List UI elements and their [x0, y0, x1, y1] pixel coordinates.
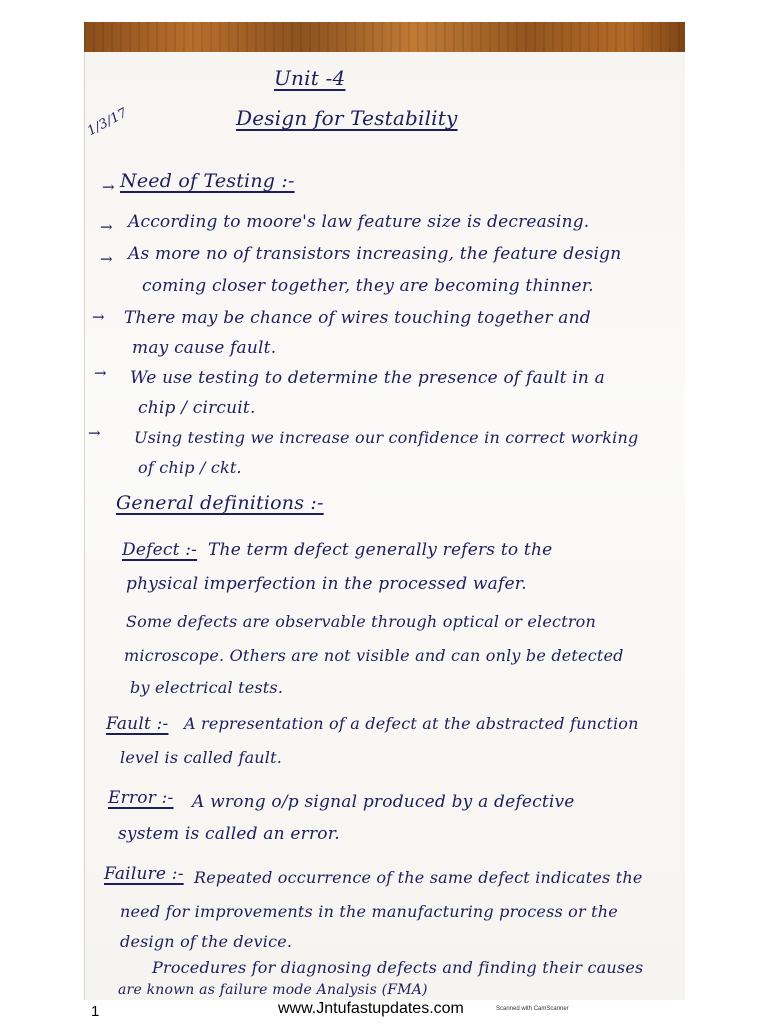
- term-error: Error :-: [108, 788, 174, 808]
- page-title: Design for Testability: [236, 106, 458, 130]
- need-line-6: We use testing to determine the presence of fault in a: [130, 368, 605, 388]
- section-heading-general-definitions: General definitions :-: [116, 492, 324, 514]
- defect-line-2: physical imperfection in the processed wafer.: [126, 574, 527, 594]
- defect-line-1: The term defect generally refers to the: [208, 540, 553, 560]
- term-failure: Failure :-: [104, 864, 184, 884]
- need-line-9: of chip / ckt.: [138, 458, 242, 477]
- term-defect: Defect :-: [122, 540, 198, 560]
- notebook-page: [84, 52, 685, 1000]
- failure-line-1: Repeated occurrence of the same defect indicates the: [194, 868, 643, 887]
- need-line-3: coming closer together, they are becoming thinner.: [142, 276, 594, 296]
- defect-line-3: Some defects are observable through optical or electron: [126, 612, 597, 631]
- wooden-table-edge: [84, 22, 685, 56]
- bullet-arrow-icon: →: [100, 218, 113, 236]
- bullet-arrow-icon: →: [94, 364, 107, 382]
- need-line-2: As more no of transistors increasing, the feature design: [128, 244, 622, 264]
- page-date: 1/3/17: [84, 105, 131, 139]
- scanner-watermark: Scanned with CamScanner: [496, 1006, 569, 1012]
- failure-line-5: are known as failure mode Analysis (FMA): [118, 982, 428, 998]
- failure-line-3: design of the device.: [120, 932, 293, 951]
- defect-line-4: microscope. Others are not visible and can only be detected: [124, 646, 624, 665]
- need-line-4: There may be chance of wires touching together and: [124, 308, 591, 328]
- bullet-arrow-icon: →: [88, 424, 101, 442]
- unit-label: Unit -4: [274, 66, 346, 90]
- fault-line-1: A representation of a defect at the abstracted function: [184, 714, 639, 733]
- bullet-arrow-icon: →: [102, 178, 115, 196]
- website-link[interactable]: www.Jntufastupdates.com: [278, 1000, 464, 1017]
- term-fault: Fault :-: [106, 714, 169, 734]
- section-heading-need-of-testing: Need of Testing :-: [120, 170, 295, 192]
- fault-line-2: level is called fault.: [120, 748, 283, 767]
- need-line-5: may cause fault.: [132, 338, 277, 358]
- bullet-arrow-icon: →: [92, 308, 105, 326]
- error-line-1: A wrong o/p signal produced by a defective: [192, 792, 575, 812]
- bullet-arrow-icon: →: [100, 250, 113, 268]
- need-line-8: Using testing we increase our confidence in correct working: [134, 428, 639, 447]
- page-number: 1: [91, 1003, 100, 1020]
- failure-line-4: Procedures for diagnosing defects and finding their causes: [152, 958, 644, 977]
- defect-line-5: by electrical tests.: [130, 678, 284, 697]
- failure-line-2: need for improvements in the manufacturing process or the: [120, 902, 618, 921]
- need-line-1: According to moore's law feature size is decreasing.: [128, 212, 590, 232]
- need-line-7: chip / circuit.: [138, 398, 256, 418]
- error-line-2: system is called an error.: [118, 824, 340, 844]
